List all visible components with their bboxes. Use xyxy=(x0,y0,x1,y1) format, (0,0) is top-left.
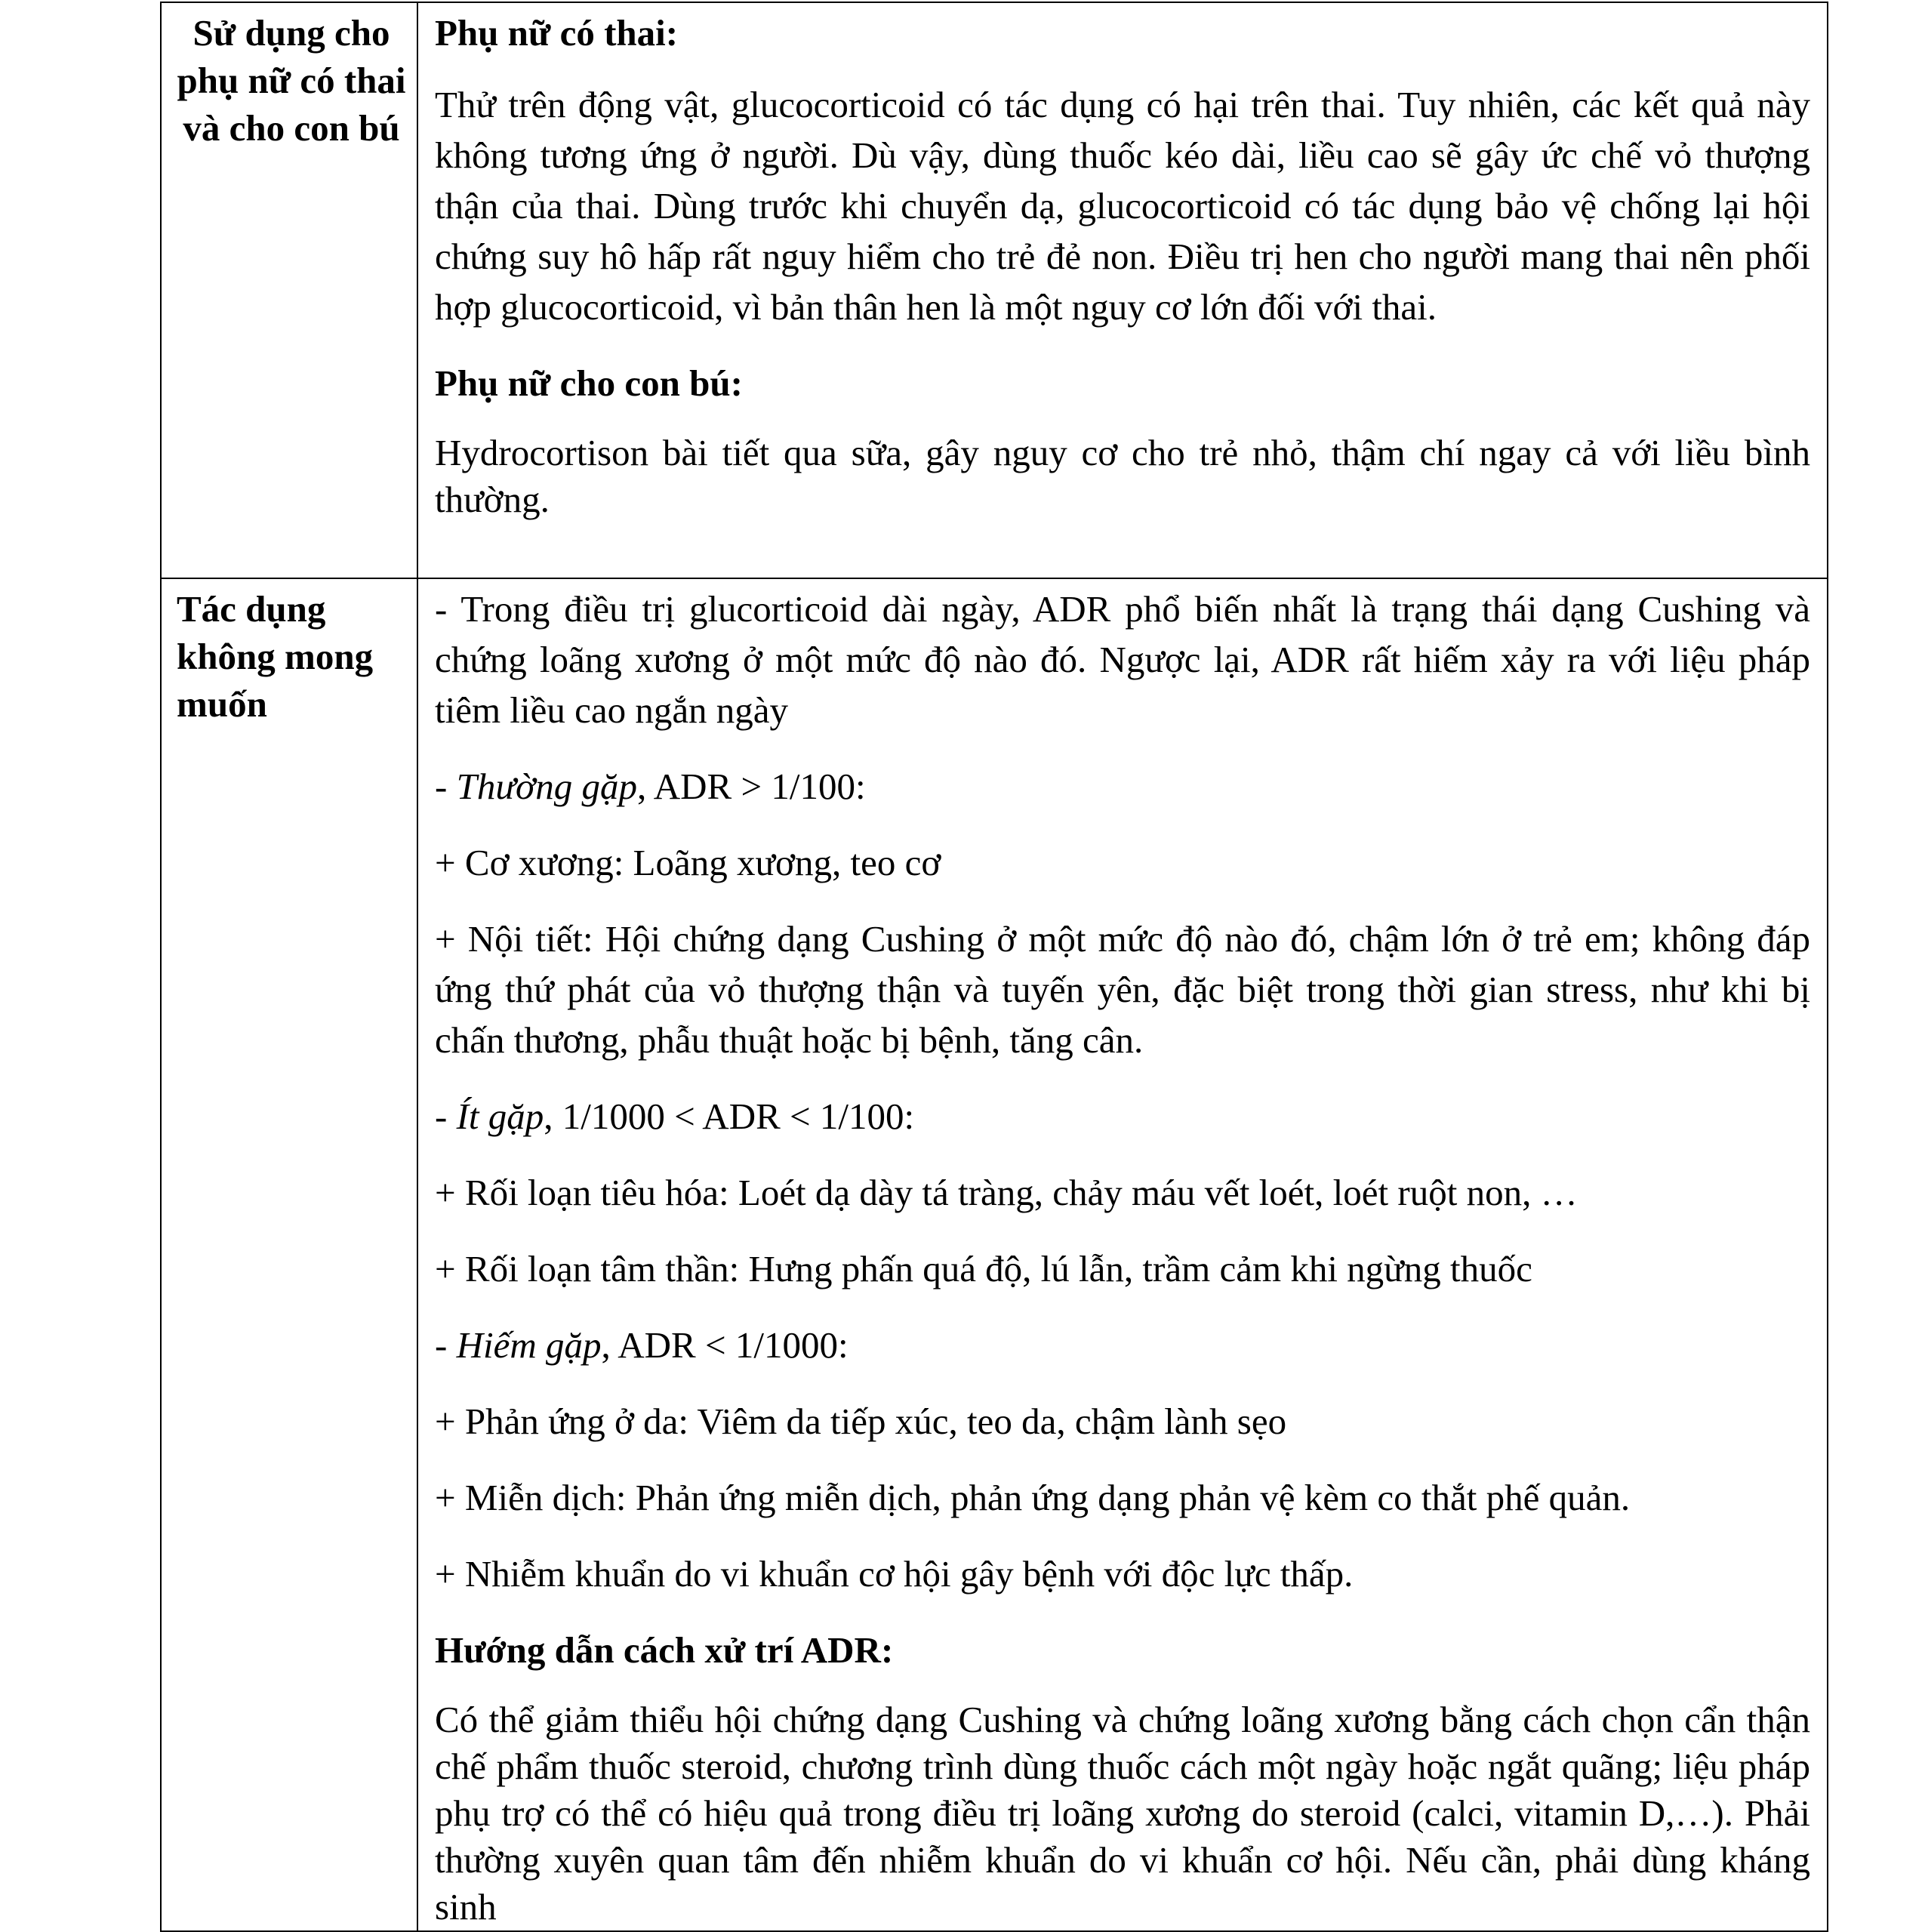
drug-info-table xyxy=(160,2,1828,1932)
pregnant-text: Thử trên động vật, glucocorticoid có tác dụng có hại trên thai. Tuy nhiên, các kết quả này không tương ứng ở người. Dù vậy, dùng thuốc kéo dài, liều cao sẽ gây ức chế vỏ thượng thận của thai. Dùng trước khi chuyển dạ, glucocorticoid có tác dụng bảo vệ chống lại hội chứng suy hô hấp rất nguy hiểm cho trẻ đẻ non. Điều trị hen cho người mang thai nên phối hợp glucocorticoid, vì bản thân hen là một nguy cơ lớn đối với thai. xyxy=(435,84,1810,328)
adr-intro: - Trong điều trị glucorticoid dài ngày, ADR phổ biến nhất là trạng thái dạng Cushing và chứng loãng xương ở một mức độ nào đó. Ngược lại, ADR rất hiếm xảy ra với liệu pháp tiêm liều cao ngắn ngày xyxy=(435,588,1810,731)
uncommon-label: Ít gặp xyxy=(456,1095,544,1137)
uncommon-suffix: , 1/1000 < ADR < 1/100: xyxy=(544,1095,915,1137)
rare-label: Hiếm gặp xyxy=(456,1324,602,1366)
common-suffix: , ADR > 1/100: xyxy=(636,766,866,807)
breastfeeding-heading: Phụ nữ cho con bú: xyxy=(435,362,743,404)
rare-suffix: , ADR < 1/1000: xyxy=(601,1324,849,1366)
uncommon-item: + Rối loạn tiêu hóa: Loét dạ dày tá tràng, chảy máu vết loét, loét ruột non, … xyxy=(435,1172,1578,1213)
row-label-pregnancy: Sử dụng cho phụ nữ có thai và cho con bú xyxy=(161,2,417,578)
rare-item: + Miễn dịch: Phản ứng miễn dịch, phản ứng dạng phản vệ kèm co thắt phế quản. xyxy=(435,1477,1631,1518)
pregnant-heading: Phụ nữ có thai: xyxy=(435,12,679,54)
row-content-adverse-effects xyxy=(417,578,1828,1931)
table-row xyxy=(161,2,1828,578)
uncommon-prefix: - xyxy=(435,1095,457,1137)
management-heading: Hướng dẫn cách xử trí ADR: xyxy=(435,1629,894,1671)
common-prefix: - xyxy=(435,766,457,807)
uncommon-frequency-line xyxy=(435,1091,1810,1142)
common-frequency-line xyxy=(435,761,1810,812)
rare-item: + Phản ứng ở da: Viêm da tiếp xúc, teo da, chậm lành sẹo xyxy=(435,1400,1287,1442)
common-item: + Nội tiết: Hội chứng dạng Cushing ở một mức độ nào đó, chậm lớn ở trẻ em; không đáp ứng thứ phát của vỏ thượng thận và tuyến yên, đặc biệt trong thời gian stress, như khi bị chấn thương, phẫu thuật hoặc bị bệnh, tăng cân. xyxy=(435,918,1810,1061)
row-content-pregnancy xyxy=(417,2,1828,578)
row-label-adverse-effects: Tác dụng không mong muốn xyxy=(161,578,417,1931)
common-label: Thường gặp xyxy=(456,766,637,807)
breastfeeding-text: Hydrocortison bài tiết qua sữa, gây nguy cơ cho trẻ nhỏ, thậm chí ngay cả với liều bình thường. xyxy=(435,432,1810,520)
uncommon-item: + Rối loạn tâm thần: Hưng phấn quá độ, lú lẫn, trầm cảm khi ngừng thuốc xyxy=(435,1248,1532,1290)
common-item: + Cơ xương: Loãng xương, teo cơ xyxy=(435,842,941,883)
rare-frequency-line xyxy=(435,1320,1810,1370)
management-text: Có thể giảm thiểu hội chứng dạng Cushing và chứng loãng xương bằng cách chọn cẩn thận chế phẩm thuốc steroid, chương trình dùng thuốc cách một ngày hoặc ngắt quãng; liệu pháp phụ trợ có thể có hiệu quả trong điều trị loãng xương do steroid (calci, vitamin D,…). Phải thường xuyên quan tâm đến nhiễm khuẩn do vi khuẩn cơ hội. Nếu cần, phải dùng kháng sinh xyxy=(435,1699,1810,1927)
rare-prefix: - xyxy=(435,1324,457,1366)
table-row xyxy=(161,578,1828,1931)
rare-item: + Nhiễm khuẩn do vi khuẩn cơ hội gây bệnh với độc lực thấp. xyxy=(435,1553,1354,1595)
